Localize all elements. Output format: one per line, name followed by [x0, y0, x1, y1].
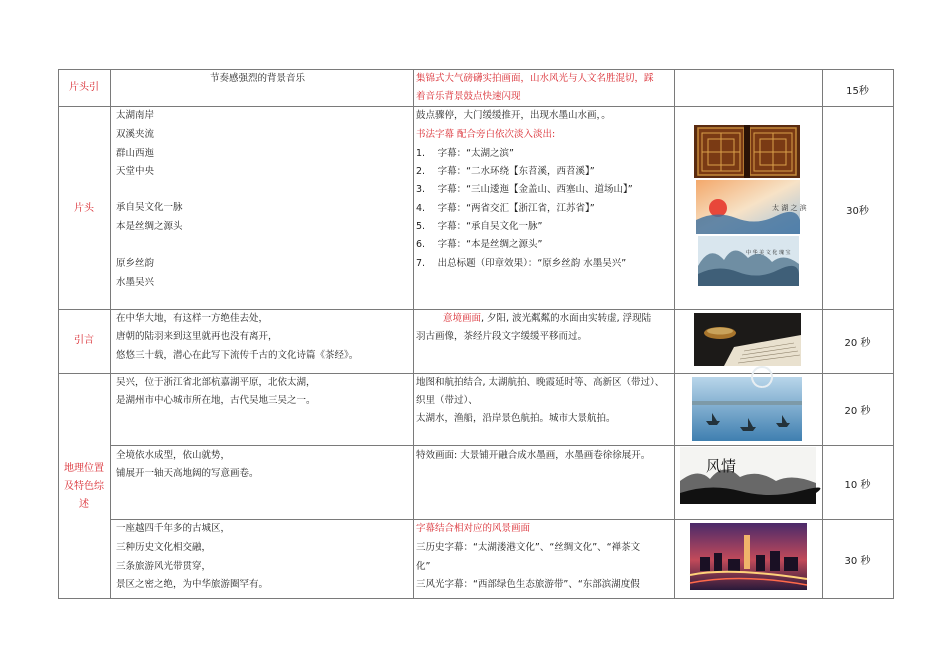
ink-sunrise-image — [696, 180, 807, 234]
geo-c-line: 一座越四千年多的古城区， — [116, 523, 231, 534]
image-caption: 太 湖 之 滨 — [772, 204, 807, 212]
visual-list-item: 7. 出总标题（印章效果）：“原乡丝韵 水墨吴兴” — [416, 258, 627, 269]
preface-line: 在中华大地，有这样一方绝佳去处， — [116, 313, 269, 324]
opening-duration: 30秒 — [846, 206, 869, 217]
narration-line: 本是丝绸之源头 — [116, 221, 183, 232]
image-caption: 风情 — [706, 457, 737, 475]
preface-line: 悠悠三十载，潜心在此写下流传千古的文化诗篇《茶经》。 — [116, 350, 359, 361]
geo-c-line: 三种历史文化相交融， — [116, 542, 212, 553]
visual-list-item: 2. 字幕：“二水环绕【东苕溪，西苕溪】” — [416, 166, 595, 177]
narration-line: 双溪夹流 — [116, 129, 155, 140]
geo-b-visual: 特效画面: 大景铺开融合成水墨画，水墨画卷徐徐展开。 — [416, 450, 651, 461]
preface-line: 唐朝的陆羽来到这里就再也没有离开， — [116, 331, 278, 342]
section-label-intro: 片头引 — [69, 82, 99, 93]
intro-audio: 节奏感强烈的背景音乐 — [210, 73, 306, 84]
visual-list-item: 4. 字幕：“两省交汇【浙江省，江苏省】” — [416, 203, 595, 214]
geo-b-duration: 10 秒 — [844, 480, 871, 491]
section-label-line: 及特色综 — [64, 481, 104, 492]
preface-visual-text: , 夕阳, 波光粼粼的水面由实转虚, 浮现陆 — [481, 313, 652, 324]
geo-a-duration: 20 秒 — [844, 406, 871, 417]
geo-c-visual: 三风光字幕：“西部绿色生态旅游带”、“东部滨湖度假 — [416, 579, 640, 590]
geo-c-line: 景区之密之绝，为中华旅游圈罕有。 — [116, 579, 269, 590]
geo-b-line: 铺展开一轴天高地阔的写意画卷。 — [116, 468, 259, 479]
visual-caption-title: 书法字幕 配合旁白依次淡入淡出: — [416, 129, 556, 140]
city-night-image — [690, 523, 807, 590]
visual-intro: 鼓点骤停，大门缓缓推开，出现水墨山水画，。 — [416, 110, 611, 121]
visual-list-item: 3. 字幕：“三山逶迤【金盖山、西塞山、道场山】” — [416, 184, 633, 195]
section-label-line: 述 — [79, 499, 89, 510]
narration-line: 水墨吴兴 — [116, 277, 155, 288]
preface-duration: 20 秒 — [844, 338, 871, 349]
narration-line: 太湖南岸 — [116, 110, 155, 121]
narration-line: 天堂中央 — [116, 166, 155, 177]
intro-duration: 15秒 — [846, 86, 869, 97]
wooden-door-image — [694, 125, 800, 178]
visual-list-item: 1. 字幕：“太湖之滨” — [416, 148, 514, 159]
geo-b-line: 全境依水成型，依山就势， — [116, 450, 231, 461]
preface-visual-line-2: 羽古画像，茶经片段文字缓缓平移而过。 — [416, 331, 588, 342]
narration-line: 群山西迤 — [116, 148, 155, 159]
geo-c-visual: 化” — [416, 561, 431, 572]
lake-boats-image — [692, 377, 802, 441]
preface-visual-line-1 — [416, 310, 651, 329]
preface-visual-highlight: 意境画面 — [443, 313, 482, 324]
geo-a-line: 吴兴，位于浙江省北部杭嘉湖平原，北依太湖， — [116, 377, 316, 388]
section-label-line: 地理位置 — [64, 463, 104, 474]
geo-a-visual: 织里（带过）、 — [416, 395, 478, 406]
narration-line: 原乡丝韵 — [116, 258, 155, 269]
section-label-opening: 片头 — [74, 203, 94, 214]
visual-list-item: 6. 字幕：“本是丝绸之源头” — [416, 239, 543, 250]
geo-a-line: 是湖州市中心城市所在地，古代吴地三吴之一。 — [116, 395, 316, 406]
visual-list-item: 5. 字幕：“承自吴文化一脉” — [416, 221, 543, 232]
ink-landscape-image — [698, 236, 799, 286]
ink-scroll-image — [680, 447, 816, 504]
geo-c-duration: 30 秒 — [844, 556, 871, 567]
geo-a-visual: 地图和航拍结合, 太湖航拍、晚霞延时等、高新区（带过）、 — [416, 377, 665, 388]
tea-book-image — [694, 313, 801, 366]
image-caption: 中 华 美 文 化 瑰 宝 — [746, 250, 791, 256]
geo-c-visual: 三历史字幕：“太湖溇港文化”、“丝绸文化”、“禅茶文 — [416, 542, 641, 553]
narration-line: 承自吴文化一脉 — [116, 202, 183, 213]
geo-c-visual-title: 字幕结合相对应的风景画面 — [416, 523, 531, 534]
section-label-preface: 引言 — [74, 335, 94, 346]
geo-c-line: 三条旅游风光带贯穿， — [116, 561, 212, 572]
geo-a-visual: 太湖水，渔船，沿岸景色航拍。城市大景航拍。 — [416, 413, 616, 424]
intro-visual-line-2: 着音乐背景鼓点快速闪现 — [416, 91, 521, 102]
intro-visual-line-1: 集锦式大气磅礴实拍画面，山水风光与人文名胜混切，踩 — [416, 73, 654, 84]
